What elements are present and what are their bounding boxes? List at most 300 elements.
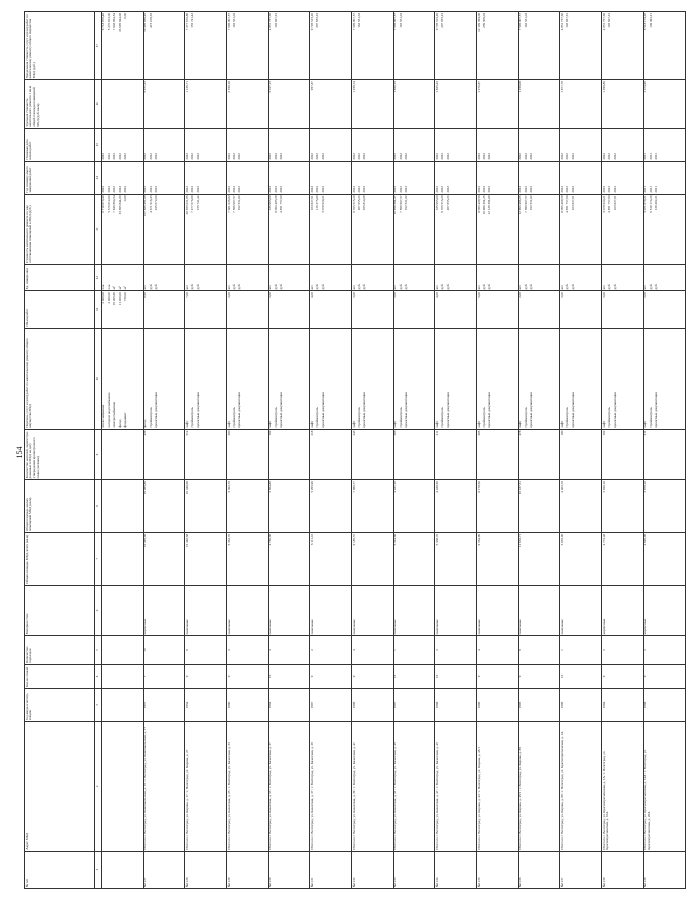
unit: шт. [351,284,356,290]
header-cell: Ед. измере-ния [25,264,95,290]
cost: 155 741,42 [195,195,200,211]
table-row [643,12,685,889]
service-name: проектные документации [445,391,450,428]
service-name: теплоснабжение [101,404,106,428]
unit: м³ [123,286,128,290]
limit-cost: 0,00 [123,12,128,19]
date: 2022 [143,153,148,160]
year: 2022 [612,186,617,193]
date: 2022 [309,153,314,160]
limit-cost: 7 277 676,80 [184,12,189,31]
unit: руб. [529,283,534,290]
date: 2021 [643,153,648,160]
total-area: 9 354,90 [477,532,519,585]
limit-cost: 6 718 870,40 [101,12,106,31]
limit-cost: 162 531,02 [356,12,361,28]
build-year: 1988 [435,689,477,722]
year: 2022 [570,186,575,193]
service-name: стройконтроль [148,407,153,428]
cost: 10 956 384,47 [393,195,398,215]
wall-material: панельные [310,585,352,636]
year: 2022 [226,186,231,193]
date: 2021 [648,153,653,160]
residents: 300 [226,429,268,480]
cost: 5 078 920,21 [601,195,606,213]
work-volume: 2,00 [393,291,435,328]
date: 2022 [393,153,398,160]
unit: руб. [523,283,528,290]
service-name: проектные документации [279,391,283,428]
date: 2022 [112,153,117,160]
date: 2022 [476,153,481,160]
total-area: 11 633,71 [518,532,560,585]
build-year: 1987 [393,689,435,722]
row-number: №1131 [310,851,352,888]
cost: 7 596 907,57 [523,195,528,213]
date: 2022 [315,153,320,160]
unit: шт. [268,284,273,290]
house-address: Итого по г. Волгоград, ул. Краснопресненская, д. 14А / г. Волгоград, ул. Краснопресненская, д. 26А [643,749,652,850]
work-volume: 2,00 [268,291,310,328]
limit-cost: 207 655,23 [315,12,320,28]
limit-cost: 139 492,21 [648,12,653,28]
service-name: стройконтроль [440,407,445,428]
year: 2022 [607,186,612,193]
entrances: 2 [310,636,352,665]
column-number: 16 [95,80,102,128]
row-number: №1129 [226,851,268,888]
limit-cost [197,13,202,78]
cost: 162 531,02 [237,195,242,211]
date: 2022 [487,153,492,160]
header-cell: Стоимость капитального ремонта по уже собственникам помещений в МКД (руб.) [25,194,95,264]
year: 2022 [268,186,273,193]
service-name: лифт [476,420,481,428]
limit-cost [238,13,243,78]
year: 2022 [279,186,283,193]
year: 2022 [153,186,158,193]
living-area: 3 920,10 [602,480,644,533]
unit: руб. [398,283,403,290]
column-number: 9 [95,429,102,480]
unit-cost: 2 196,18 [226,80,268,128]
total-area: 4 766,90 [268,532,310,585]
column-number: 13 [95,194,102,264]
limit-cost: 103 827,61 [273,12,278,28]
date: 2021 [654,153,659,160]
date: 2022 [523,153,528,160]
work-volume: 2 400,00 [101,292,106,304]
unit: п.м [106,284,111,290]
unit: п.м [101,284,106,290]
date: 2022 [268,153,273,160]
wall-material: панельные [352,585,394,636]
living-area: 8 178,50 [477,480,519,533]
service-name: стройконтроль [565,407,570,428]
year: 2021 [648,186,653,193]
cost: 9 705 515,20 [440,195,445,213]
service-name: проектные документации [153,391,158,428]
work-volume: 2,00 [352,291,394,328]
unit: шт. [393,284,398,290]
column-number: 7 [95,532,102,585]
date: 2022 [607,153,612,160]
year: 2022 [273,186,278,193]
service-name: лифт [560,420,565,428]
cost: 335 965,00 [268,195,273,211]
floors: 9 [602,664,644,688]
work-volume: 2,00 [602,291,644,328]
service-name: проектные документации [570,391,575,428]
entrances: 2 [602,636,644,665]
entrances: 10 [143,636,185,665]
date: 2022 [601,153,606,160]
total-area: 5 362,70 [226,532,268,585]
floors: 16 [560,664,602,688]
table-row [185,12,227,889]
limit-cost [655,13,660,78]
unit: руб. [565,283,570,290]
unit: шт. [226,284,231,290]
limit-cost: 162 531,02 [398,12,403,28]
unit-cost: 1 820,15 [393,80,435,128]
residents: 478 [518,429,560,480]
date: 2022 [195,153,200,160]
limit-cost: 7 596 907,57 [518,12,523,31]
residents: 180 [560,429,602,480]
date: 2022 [356,153,361,160]
unit-cost: 1 259,74 [352,80,394,128]
service-name: фасад [143,419,148,428]
wall-material: панельные [435,585,477,636]
year: 2022 [445,186,450,193]
work-volume: 7,00 [185,291,227,328]
unit-cost: 1 374,96 [643,80,685,128]
unit: руб. [445,283,450,290]
service-name: проектные документации [404,391,409,428]
table-row [310,12,352,889]
cost: 6 518 174,20 [648,195,653,213]
column-number: 11 [95,291,102,328]
unit: м² [112,286,117,290]
house-address: Итого по г. Волгоград, ул. Кирова, д. 45/1 / г. Волгоград, ул. Кирова, д. 89 [518,747,523,850]
header-cell: Материал стен [25,585,95,636]
header-cell: Год планиру-емого завершения работ [25,161,95,194]
total-area: 16 348,68 [185,532,227,585]
limit-cost: 162 531,02 [523,12,528,28]
year: 2022 [565,186,570,193]
service-name: проектные документации [362,391,367,428]
house-address: Итого по г. Волгоград, ул. Казахская, д. 23 / г. Волгоград, ул. Казахская, д. 33 [226,742,231,850]
limit-cost [280,13,285,78]
floors: 9 [226,664,268,688]
living-area: 4 421,10 [393,480,435,533]
wall-material: панельные [518,585,560,636]
date: 2022 [612,153,617,160]
column-number: 6 [95,585,102,636]
unit: руб. [273,283,278,290]
unit: шт. [434,284,439,290]
unit: руб. [654,283,659,290]
cost: 7 596 907,57 [398,195,403,213]
cost: 225 672,00 [153,195,158,211]
header-cell: Общая площадь МКД, всего (кв.м) [25,532,95,585]
service-name: проектные документации [612,391,617,428]
year: 2022 [518,186,523,193]
column-number: 3 [95,689,102,722]
living-area: 16 348,68 [185,480,227,533]
year: 2022 [231,186,236,193]
service-name: лифт [268,420,273,428]
date: 2022 [398,153,403,160]
service-name: лифт [309,420,314,428]
entrances: 9 [185,636,227,665]
cost: 7 846 864,54 [112,195,117,213]
cost: 20 655 031,85 [184,195,189,215]
year: 2022 [148,186,153,193]
year: 2022 [601,186,606,193]
header-cell: Кол-во этажей [25,664,95,688]
date: 2022 [190,153,195,160]
row-number: №1134 [435,851,477,888]
unit: руб. [487,283,492,290]
page-number: 154 [15,446,24,459]
house-address: Итого по г. Волгоград, ул. Кирова, д. 89 / г. Волгоград, ул. Краснопресненская, д. 1А [560,731,565,850]
service-name: лифт [643,420,648,428]
service-name: стройконтроль [523,407,528,428]
work-volume: 2,00 [226,291,268,328]
work-volume: 8,90 [143,291,185,328]
service-name: стройконтроль [356,407,361,428]
column-number: 12 [95,264,102,290]
service-name: проектные документации [654,391,659,428]
table-row [101,12,143,889]
header-cell: Количество подъездов [25,636,95,665]
work-volume: 5,00 [477,291,519,328]
unit: руб. [190,283,195,290]
date: 2022 [482,153,487,160]
cost: 8 095 409,59 [560,195,565,213]
living-area: 10 187,51 [518,480,560,533]
service-name: лифт [518,420,523,428]
limit-cost: 4 851 757,60 [601,12,606,31]
date: 2022 [351,153,356,160]
limit-cost: 259 509,03 [482,12,487,28]
house-address: Итого по г. Волгоград, ул. Казахская, д. 39 / г. Волгоград, ул. Казахская, д. 41 [351,742,356,850]
residents: 285 [477,429,519,480]
cost: 8 093 485,59 [273,195,278,213]
year: 2022 [476,186,481,193]
capital-repair-table [24,11,686,889]
total-area: 4 826,90 [643,532,685,585]
row-number: №1139 [643,851,685,888]
date: 2022 [440,153,445,160]
limit-cost: 6 518 174,20 [643,12,648,31]
column-number: 2 [95,721,102,851]
date: 2022 [560,153,565,160]
build-year: 1990 [226,689,268,722]
service-name: стройконтроль [273,407,278,428]
service-name: лифт [184,420,189,428]
limit-cost: 33 695 844,00 [117,12,122,32]
service-name: проектные документации [237,391,242,428]
total-area: 6 111,10 [310,532,352,585]
limit-cost: 103 827,61 [565,12,570,28]
year: 2022 [404,186,409,193]
unit: руб. [612,283,617,290]
build-year: 1986 [352,689,394,722]
residents: 182 [268,429,310,480]
unit-cost: 1 290,86 [602,80,644,128]
house-address: Итого по г. Волгоград, ул. Казахская, д. 41 / г. Волгоград, ул. Казахская, д. 45 [393,742,398,850]
total-area: 19 495,80 [143,532,185,585]
build-year: 1986 [477,689,519,722]
limit-cost [572,13,577,78]
year: 2022 [351,186,356,193]
unit: шт. [184,284,189,290]
unit-cost: 957,87 [310,80,352,128]
limit-cost: 207 655,23 [440,12,445,28]
column-number: 4 [95,664,102,688]
unit: шт. [476,284,481,290]
entrances: 4 [268,636,310,665]
work-volume: 750,00 [123,292,128,302]
date: 2022 [226,153,231,160]
date: 2022 [320,153,325,160]
date: 2022 [273,153,278,160]
year: 2022 [434,186,439,193]
cost: 103 827,61 [309,195,314,211]
living-area: 7 980,77 [352,480,394,533]
service-name: проектные документации [195,391,200,428]
house-address: Итого по г. Волгоград, ул. Краснопресненская, д. 1А / г. Волгоград, ул. Краснопресненская, д. 10А [601,750,610,850]
limit-cost [405,13,410,78]
year: 2022 [487,186,492,193]
service-name: стройконтроль [398,407,403,428]
row-number: №1135 [477,851,519,888]
table-row [268,12,310,889]
cost: 10 880 264,25 [482,195,487,215]
wall-material: панельные [477,585,519,636]
build-year: 1985 [518,689,560,722]
header-cell: № п/п [25,851,95,888]
build-year: 1957 [143,689,185,722]
residents: 512 [185,429,227,480]
year: 2022 [320,186,325,193]
date: 2022 [106,153,111,160]
table-row [352,12,394,889]
service-name: проектные документации [487,391,492,428]
unit: руб. [482,283,487,290]
cost: 7 601 026,82 [226,195,231,213]
row-number: №1128 [185,851,227,888]
cost: 4 851 757,60 [279,195,283,213]
cost: 103 827,61 [570,195,575,211]
entrances: 1 [393,636,435,665]
unit-cost: 1 825,43 [435,80,477,128]
cost: 5 078 920,21 [320,195,325,213]
build-year: 1988 [643,689,685,722]
residents: 211 [643,429,685,480]
date: 2022 [117,153,122,160]
cost: 4 671 916,45 [148,195,153,213]
column-number: 1 [95,851,102,888]
build-year: 1954 [185,689,227,722]
unit: руб. [231,283,236,290]
build-year: 1994 [268,689,310,722]
total-area: 5 338,70 [435,532,477,585]
column-number: 10 [95,328,102,429]
house-address: Итого по г. Волгоград, ул. Казахская, д. 47 / г. Волгоград, ул. Казахская, д. 45 [434,742,439,850]
work-volume: 11 000,00 [117,292,122,306]
limit-cost [322,13,327,78]
year: 2021 [654,186,659,193]
limit-cost: 19 495 839,40 [143,12,148,32]
floors: 9 [518,664,560,688]
limit-cost: 9 705 515,20 [434,12,439,31]
date: 2022 [529,153,534,160]
year: 2022 [315,186,320,193]
date: 2022 [404,153,409,160]
limit-cost: 415 109,63 [148,12,153,28]
cost: 4 851 757,60 [565,195,570,213]
residents: 343 [352,429,394,480]
wall-material: панельные [268,585,310,636]
date: 2022 [231,153,236,160]
service-name: стройконтроль [190,407,195,428]
row-number: №1133 [393,851,435,888]
limit-cost [155,13,160,78]
cost: 335 965,00 [434,195,439,211]
year: 2022 [309,186,314,193]
unit-cost: 1 258,08 [518,80,560,128]
row-number: №1127 [143,851,185,888]
year: 2022 [393,186,398,193]
floors: 9 [643,664,685,688]
service-name: стройконтроль [315,407,320,428]
limit-cost: 155 741,42 [190,12,195,28]
wall-material: кирпичные [643,585,685,636]
row-number: №1136 [518,851,560,888]
house-address: Итого по г. Волгоград, ул. Комсомольская, д. 10 / г. Волгоград, ул. Комсомольская, д. 17 [143,726,148,850]
build-year: 1984 [602,689,644,722]
unit: руб. [279,283,283,290]
date: 2022 [237,153,242,160]
living-area: 4 403,70 [560,480,602,533]
entrances: 4 [477,636,519,665]
service-name: лифт [351,420,356,428]
header-row [25,12,95,889]
unit: шт. [560,284,565,290]
limit-cost: 4 851 757,60 [268,12,273,31]
limit-cost: 9 705 515,20 [309,12,314,31]
unit: руб. [607,283,612,290]
work-volume: 2,00 [518,291,560,328]
year: 2022 [184,186,189,193]
year: 2022 [482,186,487,193]
cost: 207 655,23 [445,195,450,211]
row-number: №1132 [352,851,394,888]
floors: 16 [393,664,435,688]
cost: 9 705 515,20 [351,195,356,213]
entrances: 3 [226,636,268,665]
header-cell: Плановая дата начала работ [25,128,95,161]
residents: 192 [602,429,644,480]
living-area: 19 495,80 [143,480,185,533]
row-number: №1137 [560,851,602,888]
wall-material: кирпичные [143,585,185,636]
entrances: 2 [643,636,685,665]
